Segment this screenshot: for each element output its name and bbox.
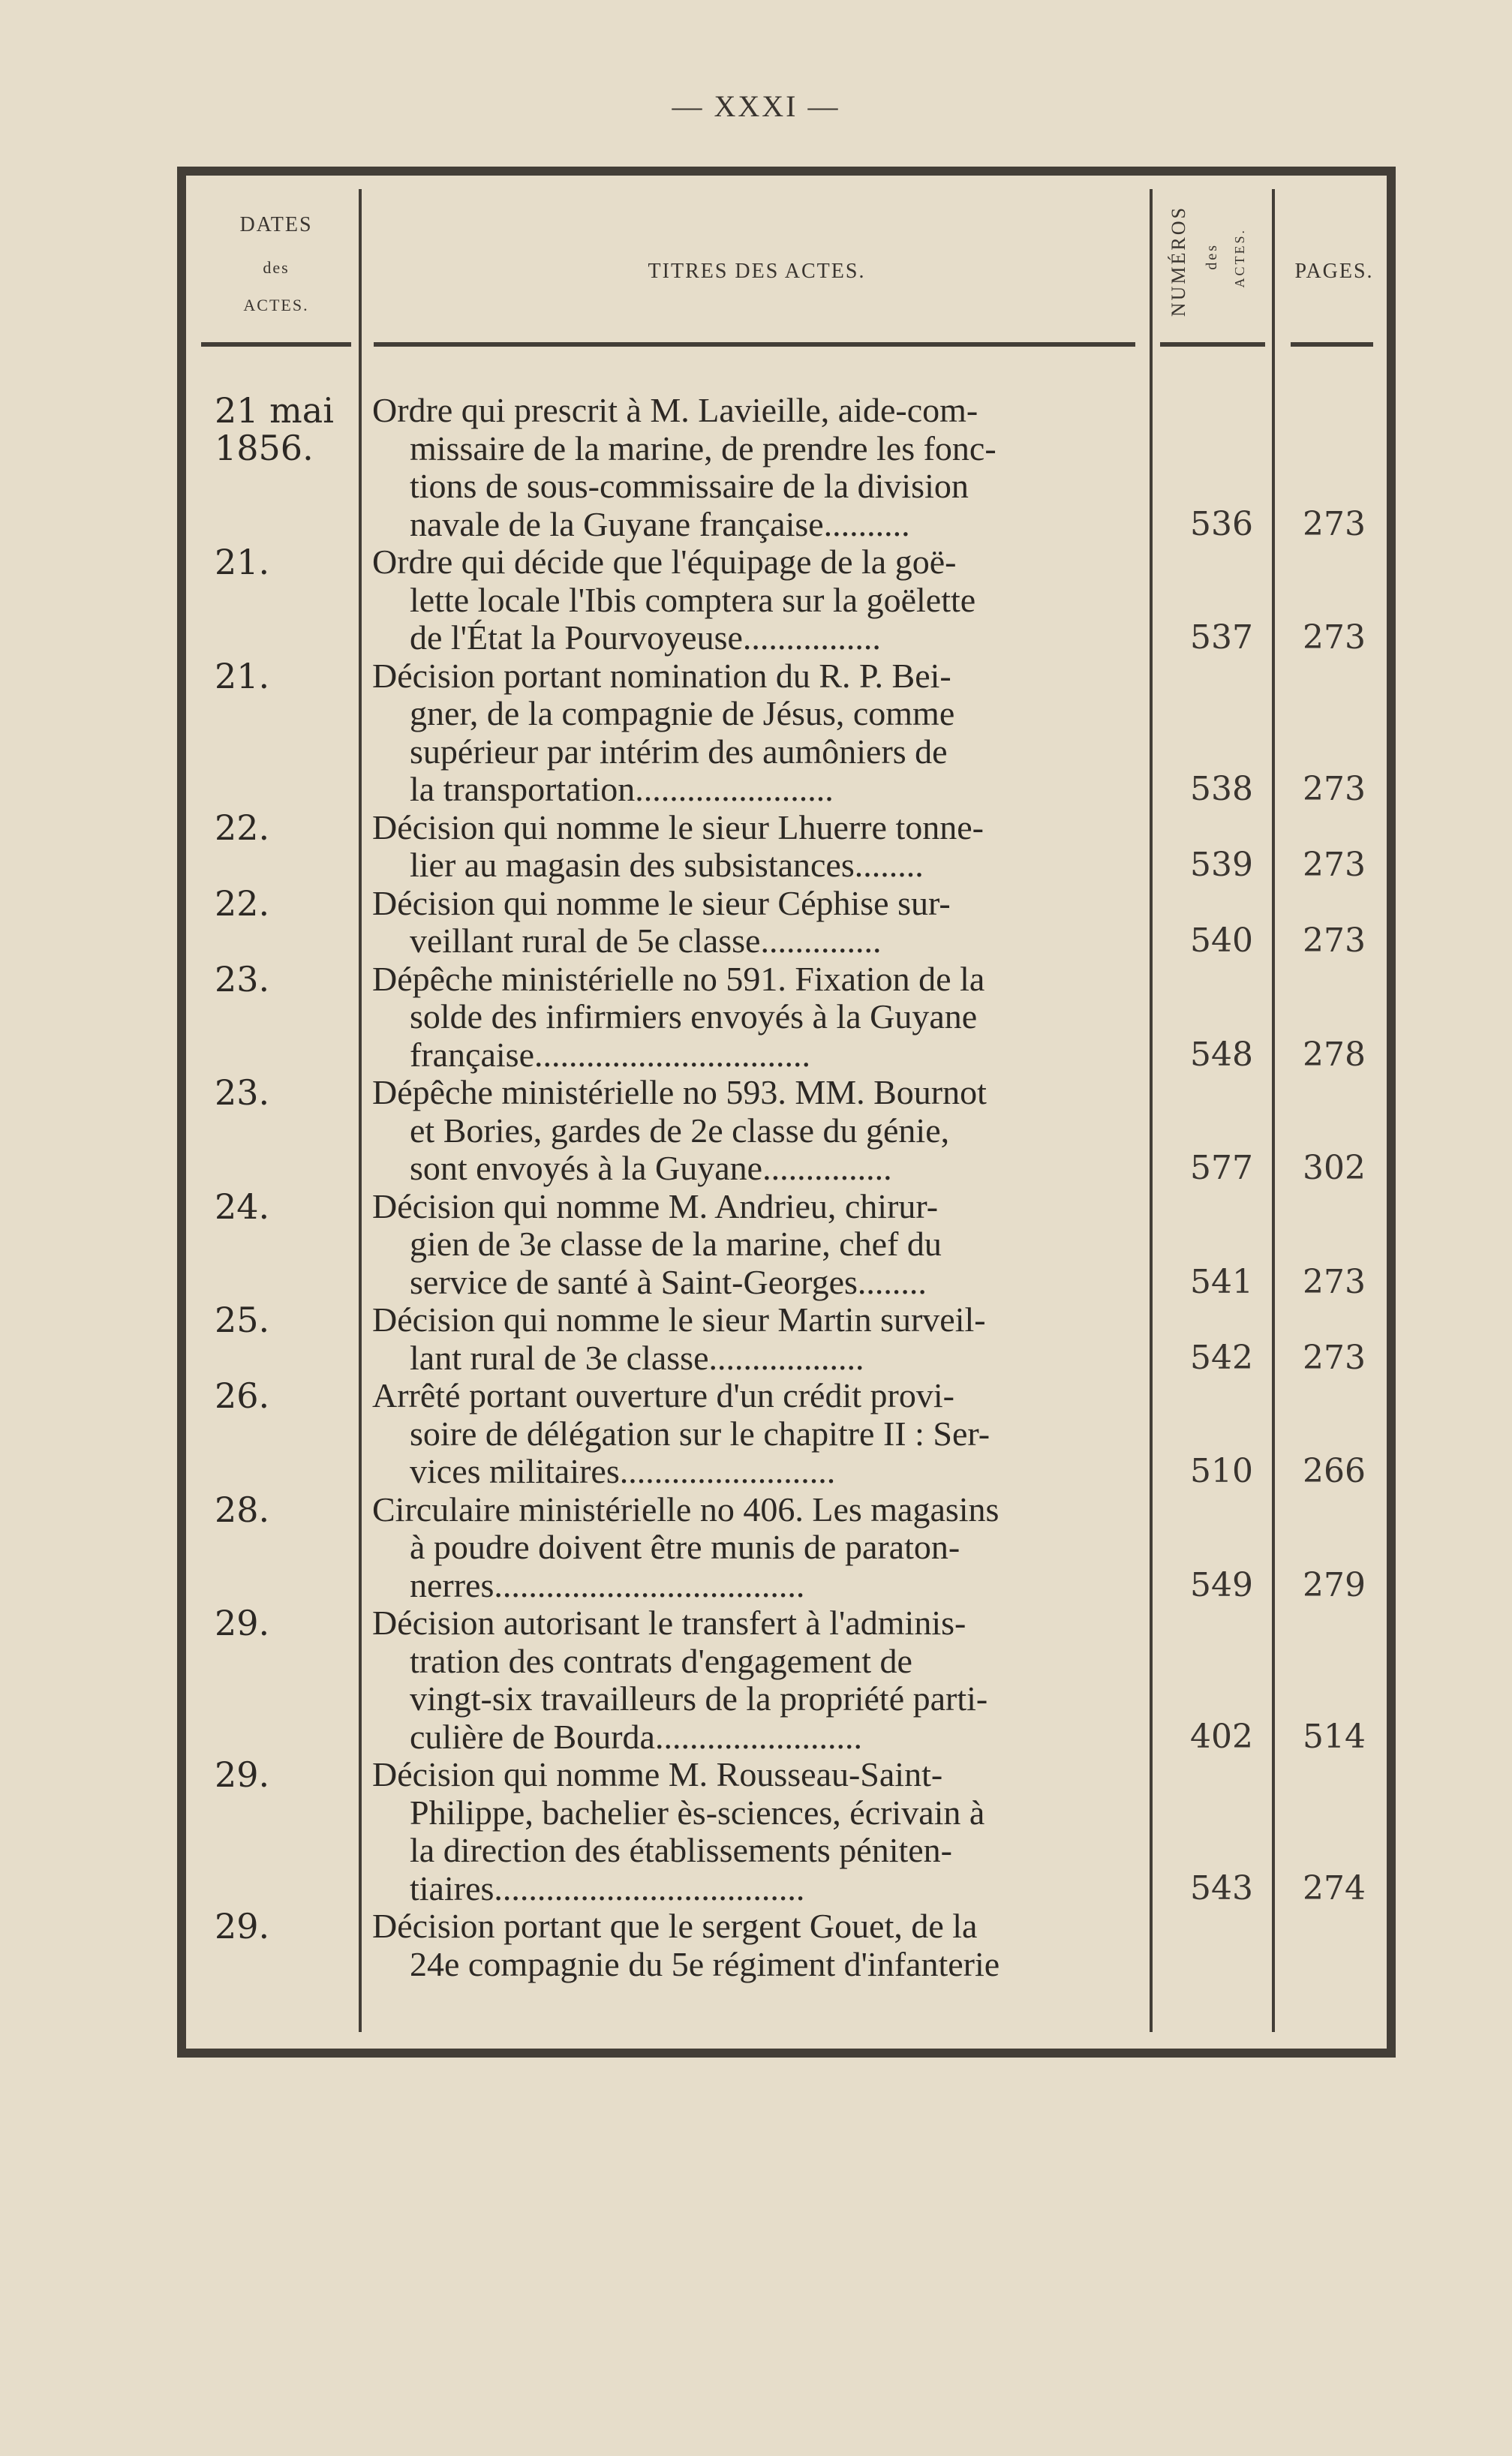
act-title-line: Dépêche ministérielle no 591. Fixation de la — [372, 960, 985, 998]
act-title-line: sont envoyés à la Guyane............... — [410, 1150, 892, 1187]
act-page: 514 — [1303, 1717, 1366, 1756]
act-title-line: Arrêté portant ouverture d'un crédit provi- — [372, 1377, 954, 1414]
act-title-line: gien de 3e classe de la marine, chef du — [410, 1225, 942, 1263]
act-number: 402 — [1190, 1717, 1253, 1756]
act-number: 541 — [1190, 1262, 1253, 1301]
header-dates-1: DATES — [239, 213, 313, 236]
header-numeros-1: NUMÉROS — [1168, 206, 1189, 317]
act-title-line: Décision portant que le sergent Gouet, de la — [372, 1907, 978, 1945]
act-page: 273 — [1303, 770, 1366, 808]
act-title — [372, 1756, 1141, 1907]
act-title-line: Décision qui nomme M. Rousseau-Saint- — [372, 1756, 943, 1793]
act-page: 274 — [1303, 1868, 1366, 1907]
act-title — [372, 1188, 1141, 1302]
act-title-line: Décision portant nomination du R. P. Bei- — [372, 657, 951, 695]
act-title-line: solde des infirmiers envoyés à la Guyane — [410, 998, 978, 1036]
act-title-line: Dépêche ministérielle no 593. MM. Bournot — [372, 1074, 987, 1111]
header-rule-numbers — [1160, 342, 1265, 347]
act-title-line: culière de Bourda........................ — [410, 1718, 862, 1756]
act-number: 539 — [1190, 846, 1253, 884]
header-pages: PAGES. — [1294, 260, 1374, 283]
act-date: 21. — [215, 655, 270, 696]
act-date: 24. — [215, 1186, 270, 1227]
act-title-line: Philippe, bachelier ès-sciences, écrivain à — [410, 1793, 985, 1832]
act-date: 21 mai 1856. — [215, 390, 334, 468]
act-date: 28. — [215, 1489, 270, 1530]
act-title — [372, 1377, 1141, 1491]
act-date: 21. — [215, 542, 270, 582]
page-header: — XXXI — — [672, 89, 840, 123]
act-title — [372, 809, 1141, 885]
act-title-line: nerres.................................... — [410, 1566, 805, 1604]
act-title — [372, 543, 1141, 657]
act-title-line: 24e compagnie du 5e régiment d'infanterie — [410, 1945, 1000, 1983]
act-title — [372, 960, 1141, 1075]
act-title — [372, 1491, 1141, 1605]
act-title-line: et Bories, gardes de 2e classe du génie, — [410, 1111, 950, 1150]
header-rule-pages — [1291, 342, 1373, 347]
act-date: 29. — [215, 1603, 270, 1643]
act-title-line: tration des contrats d'engagement de — [410, 1642, 912, 1680]
act-page: 273 — [1303, 504, 1366, 543]
act-page: 273 — [1303, 1338, 1366, 1377]
act-date: 22. — [215, 882, 270, 924]
act-title-line: à poudre doivent être munis de paraton- — [410, 1529, 960, 1566]
header-rule-dates — [201, 342, 351, 347]
act-number: 542 — [1190, 1338, 1253, 1377]
act-title-line: tiaires.................................... — [410, 1869, 805, 1907]
act-number: 543 — [1190, 1868, 1253, 1907]
act-title-line: lette locale l'Ibis comptera sur la goëlette — [410, 581, 976, 619]
act-title-line: service de santé à Saint-Georges........ — [410, 1263, 927, 1301]
act-number: 577 — [1190, 1149, 1253, 1187]
act-date: 26. — [215, 1375, 270, 1416]
act-title-line: veillant rural de 5e classe.............. — [410, 922, 882, 960]
act-title — [372, 1604, 1141, 1756]
column-rule-numbers — [1272, 189, 1275, 2032]
header-numeros-3: ACTES. — [1232, 228, 1247, 288]
column-rule-dates — [359, 189, 362, 2032]
header-dates-2: des — [263, 258, 290, 277]
act-page: 273 — [1303, 1262, 1366, 1301]
act-title-line: Décision qui nomme le sieur Lhuerre tonne- — [372, 808, 984, 846]
acts-table — [177, 167, 1396, 2058]
act-date: 23. — [215, 1072, 270, 1113]
act-title-line: Ordre qui prescrit à M. Lavieille, aide-com- — [372, 392, 978, 429]
act-title-line: vingt-six travailleurs de la propriété parti- — [410, 1680, 988, 1718]
act-page: 273 — [1303, 618, 1366, 657]
header-titles: TITRES DES ACTES. — [648, 260, 866, 283]
header-dates-3: ACTES. — [243, 296, 309, 314]
act-number: 548 — [1190, 1035, 1253, 1074]
act-number: 549 — [1190, 1565, 1253, 1604]
act-title-line: française................................ — [410, 1036, 810, 1074]
act-page: 273 — [1303, 846, 1366, 884]
act-title-line: lier au magasin des subsistances........ — [410, 846, 924, 884]
act-page: 266 — [1303, 1452, 1366, 1490]
act-number: 538 — [1190, 770, 1253, 808]
act-title-line: navale de la Guyane française.......... — [410, 505, 910, 543]
act-number: 537 — [1190, 618, 1253, 657]
column-rule-titles — [1150, 189, 1153, 2032]
act-page: 278 — [1303, 1035, 1366, 1074]
act-title-line: lant rural de 3e classe.................. — [410, 1339, 864, 1377]
act-number: 540 — [1190, 921, 1253, 960]
act-title-line: Décision qui nomme le sieur Céphise sur- — [372, 884, 951, 922]
act-title — [372, 1074, 1141, 1188]
act-title-line: vices militaires......................... — [410, 1453, 836, 1490]
act-page: 273 — [1303, 921, 1366, 960]
act-title-line: Décision qui nomme le sieur Martin surveil- — [372, 1301, 986, 1339]
act-title-line: Décision qui nomme M. Andrieu, chirur- — [372, 1187, 939, 1225]
act-title-line: supérieur par intérim des aumôniers de — [410, 732, 948, 771]
act-title-line: la transportation....................... — [410, 771, 834, 808]
act-title — [372, 885, 1141, 960]
act-date: 22. — [215, 807, 270, 848]
act-date: 25. — [215, 1300, 270, 1340]
act-title-line: la direction des établissements péniten- — [410, 1832, 952, 1869]
header-rule-titles — [374, 342, 1135, 347]
act-date: 23. — [215, 958, 270, 1000]
act-number: 510 — [1190, 1452, 1253, 1490]
act-title-line: Circulaire ministérielle no 406. Les magasins — [372, 1490, 999, 1529]
act-page: 302 — [1303, 1149, 1366, 1187]
act-title-line: de l'État la Pourvoyeuse................ — [410, 619, 881, 657]
act-title — [372, 1301, 1141, 1377]
header-numeros-2: des — [1204, 243, 1220, 270]
act-date: 29. — [215, 1906, 270, 1946]
act-title-line: Ordre qui décide que l'équipage de la goë- — [372, 543, 957, 581]
act-title-line: soire de délégation sur le chapitre II : Ser- — [410, 1414, 990, 1453]
act-title — [372, 657, 1141, 809]
act-title — [372, 392, 1141, 543]
act-title-line: tions de sous-commissaire de la division — [410, 467, 969, 505]
act-title-line: Décision autorisant le transfert à l'adminis- — [372, 1604, 966, 1642]
act-title-line: gner, de la compagnie de Jésus, comme — [410, 695, 955, 732]
act-title — [372, 1907, 1141, 1983]
act-date: 29. — [215, 1754, 270, 1795]
act-title-line: missaire de la marine, de prendre les fonc- — [410, 429, 996, 467]
act-page: 279 — [1303, 1565, 1366, 1604]
act-number: 536 — [1190, 504, 1253, 543]
